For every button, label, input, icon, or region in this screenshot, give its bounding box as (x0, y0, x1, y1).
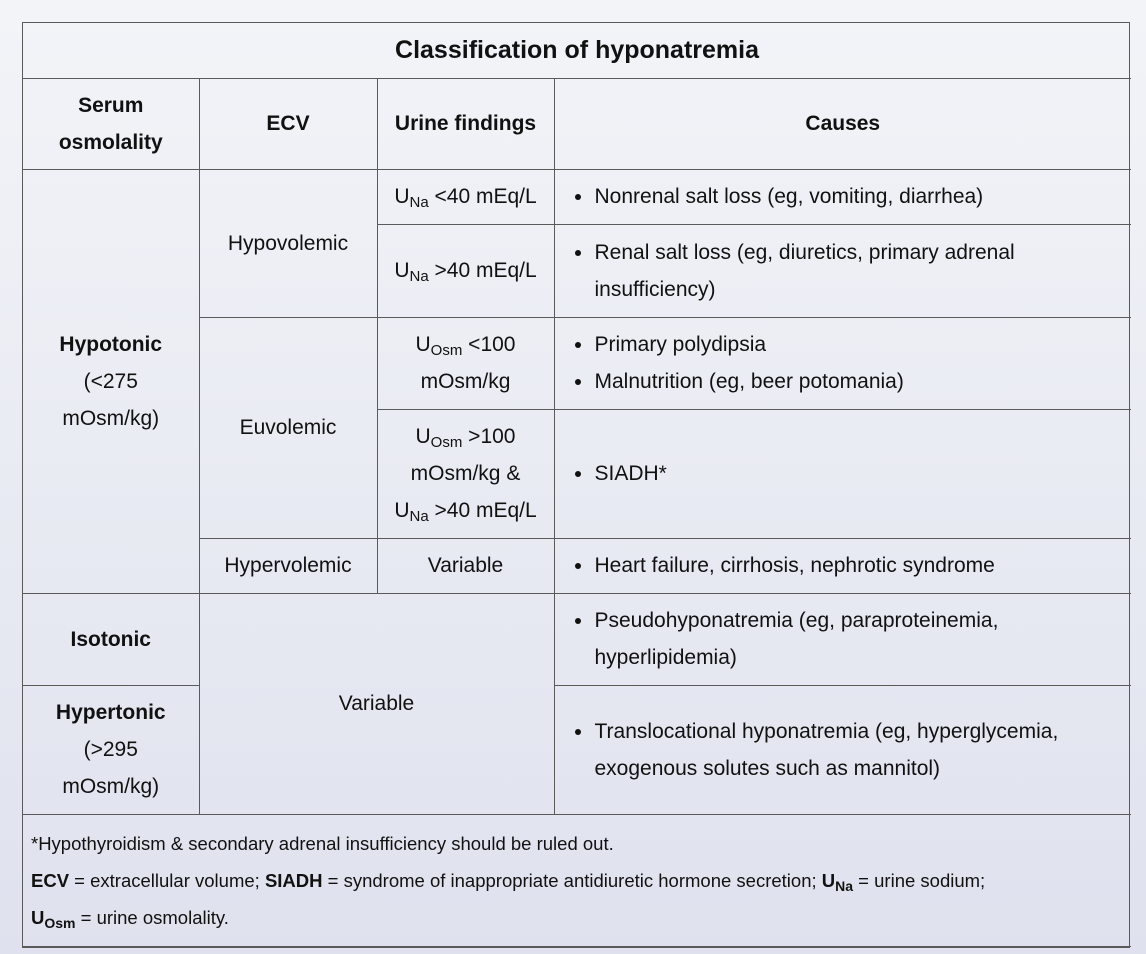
list-item: Primary polydipsia (565, 326, 1122, 363)
cause-cell (554, 317, 1131, 409)
table-title: Classification of hyponatremia (23, 23, 1131, 78)
urine-finding: Variable (377, 538, 554, 593)
cause-cell (554, 169, 1131, 224)
table-row (23, 685, 1131, 814)
cause-cell (554, 538, 1131, 593)
hyponatremia-table-container (22, 22, 1130, 948)
hypertonic-label: Hypertonic (55, 701, 166, 724)
classification-table (23, 23, 1131, 947)
footnote-line-2: ECV = extracellular volume; SIADH = syndrome of inappropriate antidiuretic hormone secretion; $U_{Na}$ = urine sodium; (31, 869, 986, 894)
urine-finding: $U_{Na} >40$ mEq/L (377, 224, 554, 317)
footnote-line-3: $U_{Osm}$ = urine osmolality. (31, 906, 229, 931)
list-item: Renal salt loss (eg, diuretics, primary adrenal insufficiency) (565, 234, 1122, 308)
table-row (23, 169, 1131, 224)
hypovolemic-cell: Hypovolemic (199, 169, 377, 317)
header-causes: Causes (554, 78, 1131, 169)
hypotonic-cell: Hypotonic (<275 mOsm/kg) (23, 169, 199, 593)
footnote-line-1: *Hypothyroidism & secondary adrenal insufficiency should be ruled out. (31, 832, 614, 854)
list-item: Pseudohyponatremia (eg, paraproteinemia, hyperlipidemia) (565, 602, 1122, 676)
header-urine-findings: Urine findings (377, 78, 554, 169)
list-item: Heart failure, cirrhosis, nephrotic syndrome (565, 547, 1122, 584)
header-serum-osmolality: Serum osmolality (23, 78, 199, 169)
list-item: SIADH* (565, 455, 1122, 492)
isotonic-cell: Isotonic (23, 593, 199, 685)
urine-finding: $U_{Osm} <100$ mOsm/kg (377, 317, 554, 409)
cause-cell (554, 409, 1131, 538)
list-item: Malnutrition (eg, beer potomania) (565, 363, 1122, 400)
header-ecv: ECV (199, 78, 377, 169)
header-row (23, 78, 1131, 169)
cause-cell (554, 593, 1131, 685)
urine-finding: $U_{Na} <40$ mEq/L (377, 169, 554, 224)
hypertonic-cell: Hypertonic (>295 mOsm/kg) (23, 685, 199, 814)
footnote-row (23, 814, 1131, 946)
list-item: Translocational hyponatremia (eg, hyperglycemia, exogenous solutes such as mannitol) (565, 713, 1122, 787)
list-item: Nonrenal salt loss (eg, vomiting, diarrhea) (565, 178, 1122, 215)
hypotonic-label: Hypotonic (59, 332, 163, 356)
cause-cell (554, 224, 1131, 317)
cause-cell (554, 685, 1131, 814)
variable-cell: Variable (199, 593, 554, 814)
euvolemic-cell: Euvolemic (199, 317, 377, 538)
urine-finding: $U_{Osm} >100$ mOsm/kg & $U_{Na} >40$ mEq/L (377, 409, 554, 538)
footnote (23, 814, 1131, 946)
title-row (23, 23, 1131, 78)
hypervolemic-cell: Hypervolemic (199, 538, 377, 593)
table-row (23, 593, 1131, 685)
